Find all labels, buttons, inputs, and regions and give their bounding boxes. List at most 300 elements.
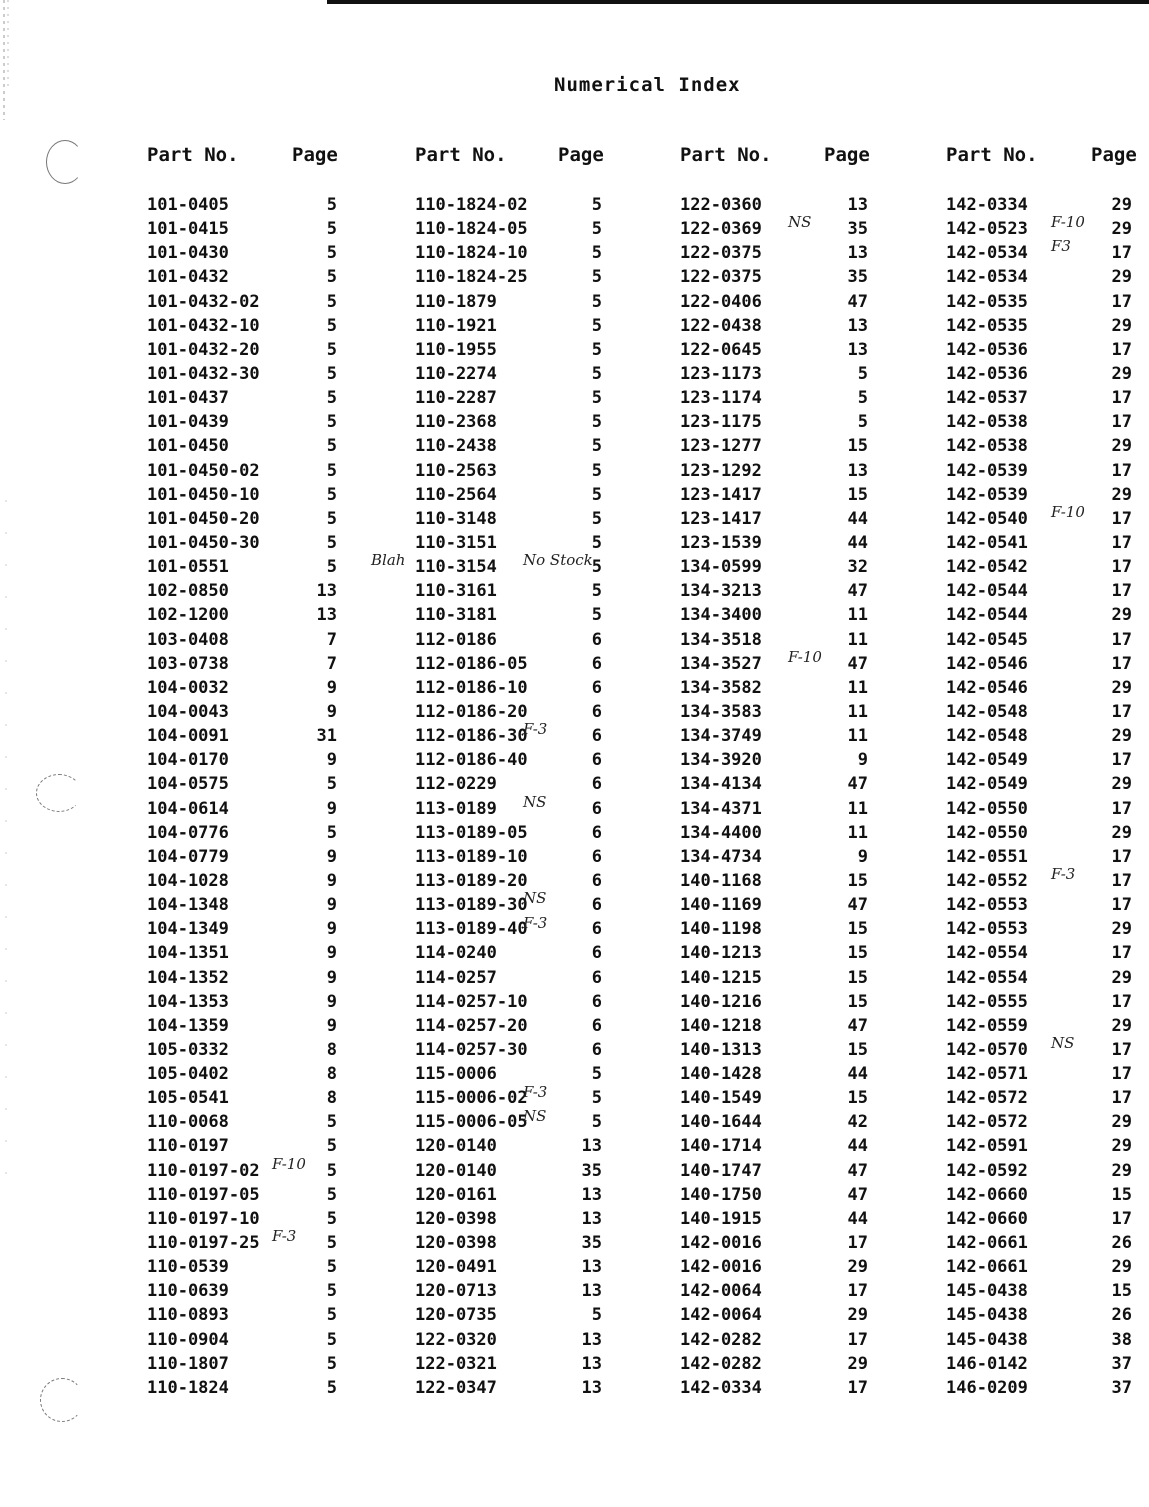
part-number: 112-0229 bbox=[415, 774, 497, 795]
page-title: Numerical Index bbox=[554, 74, 741, 96]
page-number: 9 bbox=[326, 798, 337, 819]
page-number: 5 bbox=[326, 1136, 337, 1157]
part-number: 122-0438 bbox=[680, 315, 762, 336]
page-number: 5 bbox=[591, 219, 602, 240]
part-number: 115-0006 bbox=[415, 1064, 497, 1085]
part-number: 140-1216 bbox=[680, 991, 762, 1012]
page-number: 5 bbox=[326, 1160, 337, 1181]
part-number: 110-2563 bbox=[415, 460, 497, 481]
part-number: 110-2368 bbox=[415, 412, 497, 433]
part-number: 110-2274 bbox=[415, 363, 497, 384]
page-number: 29 bbox=[1111, 436, 1132, 457]
part-number: 142-0591 bbox=[946, 1136, 1028, 1157]
page-number: 7 bbox=[326, 629, 337, 650]
part-number: 134-4400 bbox=[680, 822, 762, 843]
page-number: 5 bbox=[326, 339, 337, 360]
page-number: 6 bbox=[591, 846, 602, 867]
part-number: 104-0091 bbox=[147, 726, 229, 747]
part-number: 134-3749 bbox=[680, 726, 762, 747]
part-number: 134-4134 bbox=[680, 774, 762, 795]
part-number: 101-0432-20 bbox=[147, 339, 260, 360]
part-number: 104-1353 bbox=[147, 991, 229, 1012]
page-number: 17 bbox=[1111, 870, 1132, 891]
page-number: 47 bbox=[847, 1184, 868, 1205]
part-number: 103-0738 bbox=[147, 653, 229, 674]
page-number: 5 bbox=[326, 1305, 337, 1326]
part-number: 104-1352 bbox=[147, 967, 229, 988]
part-number: 115-0006-02 bbox=[415, 1088, 528, 1109]
page-number: 6 bbox=[591, 822, 602, 843]
part-number: 114-0257-30 bbox=[415, 1039, 528, 1060]
part-number: 134-4734 bbox=[680, 846, 762, 867]
part-number: 101-0450-10 bbox=[147, 484, 260, 505]
part-number: 104-1351 bbox=[147, 943, 229, 964]
page-header: Page bbox=[558, 144, 604, 166]
part-number: 123-1175 bbox=[680, 412, 762, 433]
top-rule bbox=[327, 0, 1149, 4]
part-number: 104-0614 bbox=[147, 798, 229, 819]
part-number: 104-1359 bbox=[147, 1015, 229, 1036]
page-number: 5 bbox=[326, 388, 337, 409]
part-number: 134-4371 bbox=[680, 798, 762, 819]
part-number: 142-0550 bbox=[946, 798, 1028, 819]
left-margin-scan-marks bbox=[0, 0, 14, 1503]
part-number: 142-0282 bbox=[680, 1353, 762, 1374]
page-number: 47 bbox=[847, 1160, 868, 1181]
part-number: 110-0197-05 bbox=[147, 1184, 260, 1205]
punch-hole-middle bbox=[36, 774, 82, 812]
page-number: 38 bbox=[1111, 1329, 1132, 1350]
handwritten-note: F-10 bbox=[1051, 502, 1085, 521]
page-number: 5 bbox=[326, 1208, 337, 1229]
page-number: 5 bbox=[326, 1112, 337, 1133]
handwritten-note: NS bbox=[523, 889, 547, 908]
page-number: 17 bbox=[847, 1233, 868, 1254]
part-number: 122-0320 bbox=[415, 1329, 497, 1350]
page-number: 5 bbox=[591, 243, 602, 264]
part-number: 140-1747 bbox=[680, 1160, 762, 1181]
page-number: 6 bbox=[591, 870, 602, 891]
page-number: 35 bbox=[847, 267, 868, 288]
page-number: 17 bbox=[1111, 798, 1132, 819]
part-number: 142-0552 bbox=[946, 870, 1028, 891]
page-number: 13 bbox=[847, 460, 868, 481]
page-number: 29 bbox=[847, 1257, 868, 1278]
part-number: 113-0189-10 bbox=[415, 846, 528, 867]
part-number: 110-0197-10 bbox=[147, 1208, 260, 1229]
page-number: 8 bbox=[326, 1088, 337, 1109]
part-number: 120-0398 bbox=[415, 1233, 497, 1254]
part-number: 142-0064 bbox=[680, 1281, 762, 1302]
page-number: 17 bbox=[847, 1281, 868, 1302]
part-number: 142-0535 bbox=[946, 315, 1028, 336]
part-number: 101-0450-02 bbox=[147, 460, 260, 481]
page-number: 17 bbox=[1111, 557, 1132, 578]
page-number: 5 bbox=[591, 339, 602, 360]
page-number: 17 bbox=[1111, 1208, 1132, 1229]
part-number: 142-0549 bbox=[946, 774, 1028, 795]
part-number: 142-0535 bbox=[946, 291, 1028, 312]
page-number: 6 bbox=[591, 653, 602, 674]
page-number: 29 bbox=[1111, 195, 1132, 215]
page-number: 17 bbox=[1111, 991, 1132, 1012]
page-number: 5 bbox=[326, 436, 337, 457]
handwritten-note: F-10 bbox=[272, 1155, 306, 1173]
part-number: 145-0438 bbox=[946, 1329, 1028, 1350]
page-number: 5 bbox=[591, 460, 602, 481]
page-number: 13 bbox=[581, 1257, 602, 1278]
page-number: 9 bbox=[857, 750, 868, 771]
page-number: 5 bbox=[591, 1112, 602, 1133]
page-number: 5 bbox=[326, 219, 337, 240]
page-number: 31 bbox=[316, 726, 337, 747]
part-number: 123-1539 bbox=[680, 532, 762, 553]
page-number: 15 bbox=[847, 484, 868, 505]
page-number: 5 bbox=[591, 1088, 602, 1109]
part-number: 142-0550 bbox=[946, 822, 1028, 843]
page-number: 11 bbox=[847, 677, 868, 698]
page-number: 13 bbox=[581, 1329, 602, 1350]
part-number: 142-0534 bbox=[946, 267, 1028, 288]
page-number: 9 bbox=[857, 846, 868, 867]
part-number: 110-1824 bbox=[147, 1377, 229, 1398]
page-number: 9 bbox=[326, 991, 337, 1012]
page-number: 47 bbox=[847, 291, 868, 312]
part-number: 146-0209 bbox=[946, 1377, 1028, 1398]
page-number: 5 bbox=[326, 484, 337, 505]
part-number: 101-0432-10 bbox=[147, 315, 260, 336]
part-number: 142-0660 bbox=[946, 1208, 1028, 1229]
part-number: 134-3920 bbox=[680, 750, 762, 771]
page-number: 17 bbox=[1111, 412, 1132, 433]
part-number: 110-2287 bbox=[415, 388, 497, 409]
page-number: 5 bbox=[591, 1305, 602, 1326]
part-number: 122-0406 bbox=[680, 291, 762, 312]
part-number: 142-0542 bbox=[946, 557, 1028, 578]
part-number: 103-0408 bbox=[147, 629, 229, 650]
part-number: 114-0257 bbox=[415, 967, 497, 988]
page-number: 29 bbox=[1111, 967, 1132, 988]
part-number: 110-1807 bbox=[147, 1353, 229, 1374]
page-number: 17 bbox=[1111, 629, 1132, 650]
page-number: 26 bbox=[1111, 1233, 1132, 1254]
page-number: 6 bbox=[591, 677, 602, 698]
page-number: 15 bbox=[847, 943, 868, 964]
part-number: 110-0904 bbox=[147, 1329, 229, 1350]
part-number: 110-0893 bbox=[147, 1305, 229, 1326]
part-number: 120-0491 bbox=[415, 1257, 497, 1278]
page-number: 6 bbox=[591, 701, 602, 722]
part-number: 104-1028 bbox=[147, 870, 229, 891]
handwritten-note: NS bbox=[788, 213, 812, 232]
page-number: 15 bbox=[847, 991, 868, 1012]
part-number: 123-1417 bbox=[680, 484, 762, 505]
part-number: 142-0571 bbox=[946, 1064, 1028, 1085]
part-number: 110-2564 bbox=[415, 484, 497, 505]
part-number: 120-0161 bbox=[415, 1184, 497, 1205]
part-number: 110-3154 bbox=[415, 557, 497, 578]
page-number: 5 bbox=[326, 557, 337, 578]
part-number: 123-1292 bbox=[680, 460, 762, 481]
part-number: 140-1213 bbox=[680, 943, 762, 964]
page-number: 17 bbox=[847, 1329, 868, 1350]
part-number: 104-0043 bbox=[147, 701, 229, 722]
page-number: 47 bbox=[847, 774, 868, 795]
punch-hole-top bbox=[46, 140, 84, 184]
page-number: 47 bbox=[847, 895, 868, 916]
part-number: 101-0432 bbox=[147, 267, 229, 288]
part-number: 142-0661 bbox=[946, 1233, 1028, 1254]
part-number: 104-0575 bbox=[147, 774, 229, 795]
part-number: 142-0534 bbox=[946, 243, 1028, 264]
part-number: 113-0189-20 bbox=[415, 870, 528, 891]
page-number: 5 bbox=[591, 315, 602, 336]
page-number: 13 bbox=[847, 315, 868, 336]
page-number: 5 bbox=[591, 267, 602, 288]
part-number: 120-0398 bbox=[415, 1208, 497, 1229]
part-number: 105-0402 bbox=[147, 1064, 229, 1085]
page-number: 6 bbox=[591, 895, 602, 916]
page-number: 37 bbox=[1111, 1377, 1132, 1398]
page-number: 44 bbox=[847, 508, 868, 529]
part-number: 122-0369 bbox=[680, 219, 762, 240]
page-number: 6 bbox=[591, 1015, 602, 1036]
part-number: 140-1750 bbox=[680, 1184, 762, 1205]
page-header: Page bbox=[824, 144, 870, 166]
page-number: 29 bbox=[1111, 484, 1132, 505]
part-number: 142-0334 bbox=[680, 1377, 762, 1398]
part-number: 142-0546 bbox=[946, 653, 1028, 674]
part-number: 110-1824-10 bbox=[415, 243, 528, 264]
page-number: 15 bbox=[1111, 1184, 1132, 1205]
page-number: 44 bbox=[847, 1136, 868, 1157]
page-number: 17 bbox=[1111, 388, 1132, 409]
page-number: 13 bbox=[316, 605, 337, 626]
page-number: 44 bbox=[847, 1208, 868, 1229]
part-number: 113-0189 bbox=[415, 798, 497, 819]
page-number: 11 bbox=[847, 605, 868, 626]
part-number: 122-0645 bbox=[680, 339, 762, 360]
page-number: 5 bbox=[591, 291, 602, 312]
handwritten-note: F-3 bbox=[523, 913, 548, 932]
part-number: 123-1174 bbox=[680, 388, 762, 409]
part-number: 105-0541 bbox=[147, 1088, 229, 1109]
page-number: 5 bbox=[326, 195, 337, 215]
part-number: 142-0541 bbox=[946, 532, 1028, 553]
page-number: 17 bbox=[1111, 532, 1132, 553]
part-number: 101-0405 bbox=[147, 195, 229, 215]
handwritten-note: NS bbox=[523, 792, 547, 811]
page-number: 5 bbox=[326, 1281, 337, 1302]
part-number: 142-0551 bbox=[946, 846, 1028, 867]
part-number: 142-0536 bbox=[946, 363, 1028, 384]
page-number: 13 bbox=[581, 1208, 602, 1229]
page-number: 5 bbox=[591, 1064, 602, 1085]
part-number: 120-0735 bbox=[415, 1305, 497, 1326]
part-number: 142-0064 bbox=[680, 1305, 762, 1326]
part-number: 140-1714 bbox=[680, 1136, 762, 1157]
page-number: 5 bbox=[591, 484, 602, 505]
page-number: 5 bbox=[326, 412, 337, 433]
part-number: 142-0549 bbox=[946, 750, 1028, 771]
page-number: 5 bbox=[591, 363, 602, 384]
part-number: 142-0661 bbox=[946, 1257, 1028, 1278]
part-number: 142-0548 bbox=[946, 726, 1028, 747]
page-number: 15 bbox=[847, 1039, 868, 1060]
page-number: 29 bbox=[1111, 677, 1132, 698]
handwritten-note: F-3 bbox=[1051, 865, 1076, 884]
page-number: 9 bbox=[326, 846, 337, 867]
page-number: 29 bbox=[847, 1305, 868, 1326]
page-number: 5 bbox=[326, 508, 337, 529]
part-number: 110-1921 bbox=[415, 315, 497, 336]
page-number: 13 bbox=[581, 1184, 602, 1205]
part-number: 110-0068 bbox=[147, 1112, 229, 1133]
part-number: 142-0540 bbox=[946, 508, 1028, 529]
page-number: 5 bbox=[326, 315, 337, 336]
page-number: 6 bbox=[591, 750, 602, 771]
page-number: 15 bbox=[847, 436, 868, 457]
part-number: 122-0375 bbox=[680, 243, 762, 264]
part-number: 140-1198 bbox=[680, 919, 762, 940]
page-number: 8 bbox=[326, 1039, 337, 1060]
page-number: 5 bbox=[591, 388, 602, 409]
part-number: 114-0257-10 bbox=[415, 991, 528, 1012]
part-number: 123-1173 bbox=[680, 363, 762, 384]
part-number: 110-0197-02 bbox=[147, 1160, 260, 1181]
part-number: 110-3148 bbox=[415, 508, 497, 529]
part-number: 101-0415 bbox=[147, 219, 229, 240]
part-number: 142-0559 bbox=[946, 1015, 1028, 1036]
page-number: 5 bbox=[326, 1353, 337, 1374]
page-number: 6 bbox=[591, 629, 602, 650]
page-number: 17 bbox=[1111, 243, 1132, 264]
page-number: 29 bbox=[1111, 605, 1132, 626]
page-number: 29 bbox=[1111, 1257, 1132, 1278]
page-number: 47 bbox=[847, 653, 868, 674]
page-number: 15 bbox=[1111, 1281, 1132, 1302]
part-number: 112-0186-40 bbox=[415, 750, 528, 771]
part-number: 104-1348 bbox=[147, 895, 229, 916]
part-no-header: Part No. bbox=[415, 144, 507, 166]
page-number: 29 bbox=[1111, 774, 1132, 795]
part-no-header: Part No. bbox=[680, 144, 772, 166]
handwritten-note: F3 bbox=[1051, 237, 1071, 256]
part-number: 134-0599 bbox=[680, 557, 762, 578]
page-number: 13 bbox=[316, 581, 337, 602]
part-number: 142-0570 bbox=[946, 1039, 1028, 1060]
part-number: 134-3582 bbox=[680, 677, 762, 698]
part-number: 101-0437 bbox=[147, 388, 229, 409]
part-number: 112-0186-10 bbox=[415, 677, 528, 698]
page-number: 32 bbox=[847, 557, 868, 578]
part-number: 142-0545 bbox=[946, 629, 1028, 650]
page-number: 15 bbox=[847, 1088, 868, 1109]
page-number: 17 bbox=[1111, 701, 1132, 722]
page-number: 29 bbox=[1111, 267, 1132, 288]
handwritten-note: F-10 bbox=[788, 647, 822, 666]
part-number: 101-0439 bbox=[147, 412, 229, 433]
page-number: 5 bbox=[591, 195, 602, 215]
page-number: 8 bbox=[326, 1064, 337, 1085]
part-number: 110-1879 bbox=[415, 291, 497, 312]
page-number: 17 bbox=[1111, 581, 1132, 602]
page-number: 5 bbox=[326, 460, 337, 481]
page-number: 6 bbox=[591, 1039, 602, 1060]
page-number: 5 bbox=[591, 436, 602, 457]
part-no-header: Part No. bbox=[147, 144, 239, 166]
part-number: 142-0537 bbox=[946, 388, 1028, 409]
part-number: 142-0553 bbox=[946, 895, 1028, 916]
page-number: 13 bbox=[581, 1136, 602, 1157]
part-number: 134-3400 bbox=[680, 605, 762, 626]
part-number: 146-0142 bbox=[946, 1353, 1028, 1374]
page-number: 29 bbox=[1111, 1160, 1132, 1181]
handwritten-note: F-10 bbox=[1051, 213, 1085, 232]
page-number: 9 bbox=[326, 895, 337, 916]
page-number: 5 bbox=[326, 822, 337, 843]
part-number: 140-1313 bbox=[680, 1039, 762, 1060]
page-number: 9 bbox=[326, 701, 337, 722]
page-number: 17 bbox=[1111, 895, 1132, 916]
part-number: 142-0523 bbox=[946, 219, 1028, 240]
page-number: 5 bbox=[326, 1329, 337, 1350]
part-number: 101-0432-30 bbox=[147, 363, 260, 384]
page-number: 17 bbox=[1111, 653, 1132, 674]
page-number: 47 bbox=[847, 1015, 868, 1036]
part-number: 140-1915 bbox=[680, 1208, 762, 1229]
page-number: 5 bbox=[326, 1233, 337, 1254]
part-number: 104-0170 bbox=[147, 750, 229, 771]
handwritten-note: NS bbox=[1051, 1034, 1075, 1053]
part-number: 123-1277 bbox=[680, 436, 762, 457]
handwritten-note: Blah bbox=[371, 551, 406, 570]
page-number: 5 bbox=[591, 508, 602, 529]
page-header: Page bbox=[292, 144, 338, 166]
part-number: 110-0197-25 bbox=[147, 1233, 260, 1254]
page-number: 5 bbox=[326, 1377, 337, 1398]
part-number: 134-3213 bbox=[680, 581, 762, 602]
part-number: 110-3181 bbox=[415, 605, 497, 626]
part-number: 101-0450-20 bbox=[147, 508, 260, 529]
page-number: 6 bbox=[591, 919, 602, 940]
part-number: 110-3161 bbox=[415, 581, 497, 602]
page-number: 29 bbox=[1111, 1136, 1132, 1157]
part-number: 113-0189-05 bbox=[415, 822, 528, 843]
page-number: 13 bbox=[581, 1377, 602, 1398]
page-number: 9 bbox=[326, 967, 337, 988]
page-number: 13 bbox=[581, 1353, 602, 1374]
page-number: 5 bbox=[857, 412, 868, 433]
part-number: 102-0850 bbox=[147, 581, 229, 602]
part-number: 110-0639 bbox=[147, 1281, 229, 1302]
part-number: 142-0544 bbox=[946, 581, 1028, 602]
page-number: 9 bbox=[326, 943, 337, 964]
part-number: 112-0186-30 bbox=[415, 726, 528, 747]
page-number: 29 bbox=[1111, 919, 1132, 940]
part-number: 142-0544 bbox=[946, 605, 1028, 626]
page-number: 29 bbox=[1111, 219, 1132, 240]
part-number: 123-1417 bbox=[680, 508, 762, 529]
part-number: 110-1824-05 bbox=[415, 219, 528, 240]
part-number: 142-0539 bbox=[946, 460, 1028, 481]
part-number: 142-0538 bbox=[946, 412, 1028, 433]
page-number: 29 bbox=[1111, 363, 1132, 384]
page-number: 5 bbox=[326, 1257, 337, 1278]
part-number: 112-0186-20 bbox=[415, 701, 528, 722]
part-number: 142-0572 bbox=[946, 1088, 1028, 1109]
part-number: 104-0779 bbox=[147, 846, 229, 867]
